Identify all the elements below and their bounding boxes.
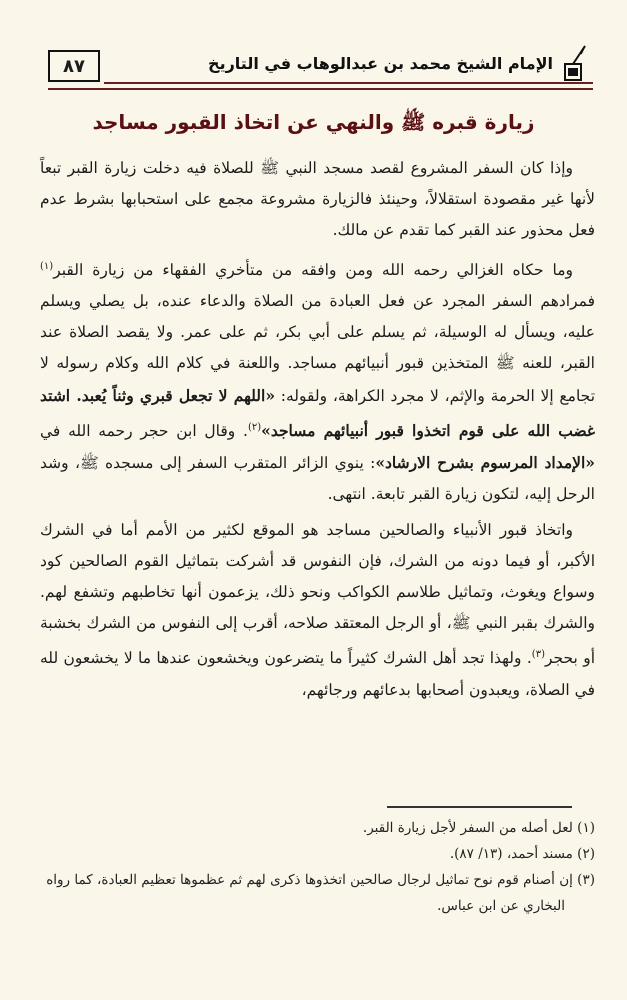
book-title: «الإمداد المرسوم بشرح الارشاد» (375, 453, 595, 473)
p2-text-a: وما حكاه الغزالي رحمه الله ومن وافقه من متأخري الفقهاء من زيارة القبر (53, 260, 573, 279)
footnote-3-continued: البخاري عن ابن عباس. (437, 898, 565, 914)
header-rule-top (104, 82, 593, 84)
header-rule-bottom (48, 88, 593, 90)
p3-text-b: . ولهذا تجد أهل الشرك كثيراً ما يتضرعون ويخشعون عندها ما لا يخشعون لله في الصلاة، ويعبدون أصحابها بدعائهم ورجائهم، (40, 649, 595, 699)
footnotes (40, 815, 595, 919)
footnote-2: (٢) مسند أحمد، (١٣/ ٨٧). (449, 846, 595, 862)
footnote-ref-2[interactable]: (٢) (247, 421, 262, 433)
body-text (40, 153, 595, 706)
section-title: زيارة قبره ﷺ والنهي عن اتخاذ القبور مساجد (92, 110, 535, 134)
page-number: ٨٧ (48, 50, 100, 82)
running-title: الإمام الشيخ محمد بن عبدالوهاب في التاريخ (208, 54, 553, 73)
footnote-divider (387, 806, 572, 808)
paragraph-1: وإذا كان السفر المشروع لقصد مسجد النبي ﷺ للصلاة فيه دخلت زيارة القبر تبعاً لأنها غير مقصودة استقلالاً، وحينئذ فالزيارة مشروعة مجمع على استحبابها بشرط عدم فعل محذور عند القبر كما تقدم عن مالك. (40, 159, 595, 240)
p2-text-b: فمرادهم السفر المجرد عن فعل العبادة من الصلاة والدعاء عنده، بل يصلي ويسلم عليه، ويسأل له الوسيلة، ثم يسلم على أبي بكر، ثم على عمر. ولا يقصد الصلاة عند القبر، للعنه ﷺ المتخذين قبور أنبيائهم مساجد. واللعنة في كلام الله وكلام رسوله لا تجامع إلا الحرمة والإثم، لا مجرد الكراهة، ولقوله: (40, 291, 596, 405)
footnote-ref-1[interactable]: (١) (40, 260, 54, 272)
p3-text-a: واتخاذ قبور الأنبياء والصالحين مساجد هو الموقع لكثير من الأمم أما في الشرك الأكبر، أو فيما دونه من الشرك، فإن النفوس قد أشركت بتماثيل القوم الصالحين كود وسواع ويغوث، وتماثيل طلاسم الكواكب ونحو ذلك، يزعمون أنها تخاطبهم وتشفع لهم. والشرك بقبر النبي ﷺ، أو الرجل المعتقد صلاحه، أقرب إلى النفوس من الشرك بخشبة أو بحجر (40, 520, 595, 668)
page-header (48, 44, 593, 88)
hadith-quote: «اللهم لا تجعل قبري وثناً يُعبد. اشتد غضب الله على قوم اتخذوا قبور أنبيائهم مساجد» (40, 385, 595, 440)
paragraph-3 (40, 515, 595, 706)
footnote-1: (١) لعل أصله من السفر لأجل زيارة القبر. (362, 820, 595, 836)
footnote-ref-3[interactable]: (٣) (531, 649, 545, 661)
footnote-3: (٣) إن أصنام قوم نوح تماثيل لرجال صالحين اتخذوها ذكرى لهم ثم عظموها تعظيم العبادة، كما رواه (46, 872, 595, 888)
p2-text-d: : ينوي الزائر المتقرب السفر إلى مسجده ﷺ، وشد الرحل إليه، لتكون زيارة القبر تابعة. انتهى. (40, 454, 595, 504)
p2-text-c: . وقال ابن حجر رحمه الله في (40, 421, 248, 440)
ink-pen-icon (561, 44, 587, 84)
paragraph-2 (40, 251, 595, 511)
